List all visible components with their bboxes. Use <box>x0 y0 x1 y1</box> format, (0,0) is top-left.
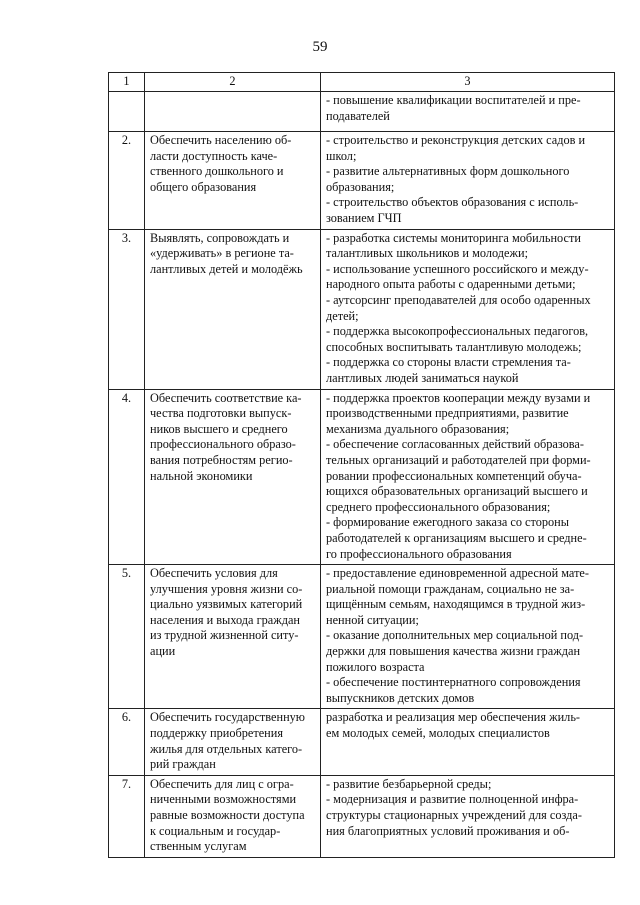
goal-line: жилья для отдельных катего- <box>150 741 303 756</box>
action-line: - поддержка со стороны власти стремления та- <box>326 355 571 370</box>
row-number: 2. <box>109 132 145 230</box>
action-line: щищённым семьям, находящимся в трудной жиз- <box>326 597 586 612</box>
goal-line: ласти доступность каче- <box>150 148 278 163</box>
action-line: зованием ГЧП <box>326 210 402 225</box>
action-line: талантливых школьников и молодежи; <box>326 246 528 261</box>
page-number: 59 <box>312 39 328 55</box>
action-line: пожилого возраста <box>326 659 425 674</box>
action-line: - разработка системы мониторинга мобильности <box>326 230 581 245</box>
table-row <box>109 132 615 230</box>
action-line: - повышение квалификации воспитателей и пре- <box>326 93 581 107</box>
action-line: работодателей к организациям высшего и средне- <box>326 530 587 545</box>
action-line: ем молодых семей, молодых специалистов <box>326 726 550 741</box>
action-line: народного опыта работы с одаренными детьми; <box>326 277 576 292</box>
goal-line: вания потребностям регио- <box>150 452 293 467</box>
row-number: 4. <box>109 389 145 565</box>
goal-line: Выявлять, сопровождать и <box>150 230 290 245</box>
goal-cell <box>145 132 321 230</box>
goal-cell <box>145 229 321 389</box>
header-col-3: 3 <box>321 73 615 92</box>
action-line: - предоставление единовременной адресной мате- <box>326 566 589 581</box>
action-line: риальной помощи гражданам, социально не за- <box>326 581 575 596</box>
action-line: структуры стационарных учреждений для созда- <box>326 808 582 822</box>
goal-cell <box>145 709 321 775</box>
goal-line: ников высшего и среднего <box>150 421 288 436</box>
action-line: ровании профессиональных компетенций обуча- <box>326 468 582 483</box>
table-row <box>109 229 615 389</box>
header-col-2: 2 <box>145 73 321 92</box>
goal-line: Обеспечить населению об- <box>150 133 292 147</box>
goal-cell <box>145 92 321 132</box>
actions-cell <box>321 132 615 230</box>
goal-line: населения и выхода граждан <box>150 612 301 627</box>
row-number: 6. <box>109 709 145 775</box>
actions-cell <box>321 709 615 775</box>
actions-cell <box>321 92 615 132</box>
action-line: - обеспечение постинтернатного сопровождения <box>326 675 581 690</box>
goal-line: из трудной жизненной ситу- <box>150 628 299 643</box>
table-header-row <box>109 73 615 92</box>
actions-cell <box>321 565 615 709</box>
goal-line: рий граждан <box>150 757 216 772</box>
goal-line: «удерживать» в регионе та- <box>150 246 294 261</box>
action-line: - модернизация и развитие полноценной инфра- <box>326 792 579 807</box>
goal-line: Обеспечить условия для <box>150 566 278 581</box>
row-number: 7. <box>109 775 145 857</box>
action-line: - строительство объектов образования с исполь- <box>326 195 579 210</box>
action-line: - развитие альтернативных форм дошкольного <box>326 164 570 179</box>
table-row <box>109 389 615 565</box>
action-line: - использование успешного российского и между- <box>326 261 589 276</box>
goal-line: нальной экономики <box>150 468 253 483</box>
actions-cell <box>321 389 615 565</box>
action-line: выпускников детских домов <box>326 690 475 705</box>
table-row <box>109 92 615 132</box>
row-number: 3. <box>109 229 145 389</box>
action-line: - оказание дополнительных мер социальной под- <box>326 628 584 643</box>
action-line: тельных организаций и работодателей при форми- <box>326 452 591 467</box>
goal-cell <box>145 389 321 565</box>
row-number <box>109 92 145 132</box>
goal-line: улучшения уровня жизни со- <box>150 581 303 596</box>
goal-line: Обеспечить для лиц с огра- <box>150 776 294 791</box>
action-line: лантливых людей заниматься наукой <box>326 370 519 385</box>
goal-line: профессионального образо- <box>150 437 296 452</box>
goal-line: циально уязвимых категорий <box>150 597 303 612</box>
action-line: - поддержка высокопрофессиональных педагогов, <box>326 324 589 339</box>
goal-line: к социальным и государ- <box>150 823 281 838</box>
action-line: подавателей <box>326 108 390 123</box>
table-row <box>109 775 615 857</box>
header-col-1: 1 <box>109 73 145 92</box>
goal-line: ственным услугам <box>150 839 247 854</box>
goal-line: равные возможности доступа <box>150 808 305 822</box>
goal-cell <box>145 565 321 709</box>
row-number: 5. <box>109 565 145 709</box>
actions-cell <box>321 775 615 857</box>
action-line: - аутсорсинг преподавателей для особо одаренных <box>326 292 591 307</box>
action-line: - формирование ежегодного заказа со стороны <box>326 515 570 530</box>
action-line: разработка и реализация мер обеспечения жиль- <box>326 710 581 725</box>
action-line: держки для повышения качества жизни граждан <box>326 644 581 659</box>
actions-cell <box>321 229 615 389</box>
goal-line: чества подготовки выпуск- <box>150 406 292 421</box>
action-line: школ; <box>326 148 357 163</box>
action-line: - развитие безбарьерной среды; <box>326 776 492 791</box>
action-line: ющихся образовательных организаций высшего и <box>326 484 588 499</box>
goal-line: Обеспечить государственную <box>150 710 305 725</box>
measures-table-body <box>109 73 615 858</box>
action-line: го профессионального образования <box>326 546 512 561</box>
action-line: ния благоприятных условий проживания и об- <box>326 823 570 838</box>
table-row <box>109 565 615 709</box>
goal-line: ации <box>150 644 176 659</box>
goal-line: Обеспечить соответствие ка- <box>150 390 302 405</box>
goal-cell <box>145 775 321 857</box>
action-line: среднего профессионального образования; <box>326 499 551 514</box>
measures-table <box>108 72 615 858</box>
goal-line: поддержку приобретения <box>150 726 283 741</box>
goal-line: ниченными возможностями <box>150 792 297 807</box>
action-line: механизма дуального образования; <box>326 421 510 436</box>
action-line: детей; <box>326 308 359 323</box>
goal-line: общего образования <box>150 179 257 194</box>
action-line: ненной ситуации; <box>326 612 419 627</box>
action-line: - обеспечение согласованных действий образова- <box>326 437 584 452</box>
action-line: - строительство и реконструкция детских садов и <box>326 133 586 147</box>
action-line: образования; <box>326 179 395 194</box>
action-line: производственными предприятиями, развитие <box>326 406 569 421</box>
goal-line: ственного дошкольного и <box>150 164 284 179</box>
goal-line: лантливых детей и молодёжь <box>150 261 303 276</box>
table-row <box>109 709 615 775</box>
action-line: - поддержка проектов кооперации между вузами и <box>326 390 591 405</box>
action-line: способных воспитывать талантливую молодежь; <box>326 339 582 354</box>
